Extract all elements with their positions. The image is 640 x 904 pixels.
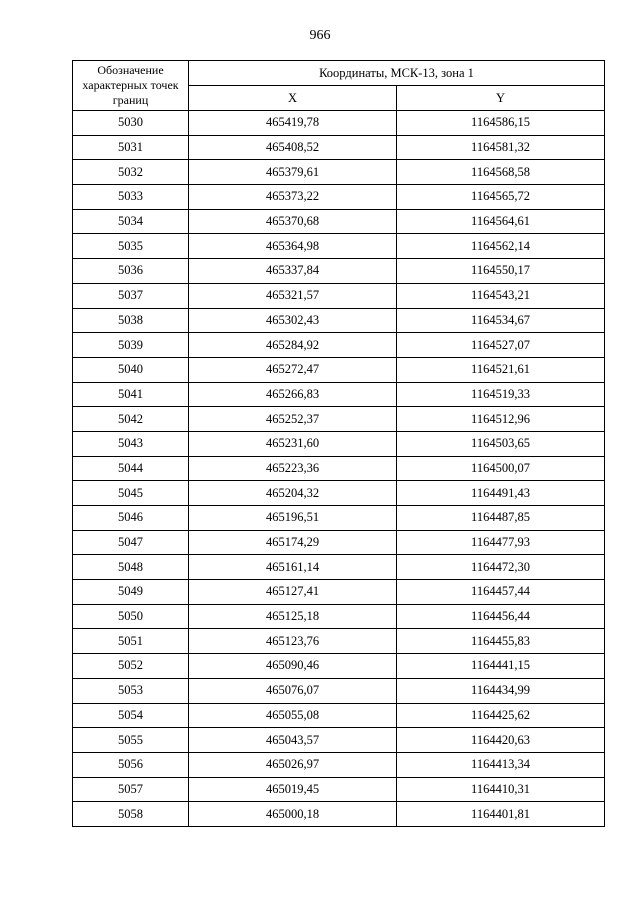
table-row — [73, 555, 605, 580]
table-row — [73, 111, 605, 136]
point-id-cell: 5047 — [73, 530, 189, 555]
y-coordinate-cell: 1164456,44 — [397, 604, 605, 629]
x-coordinate-cell: 465419,78 — [189, 111, 397, 136]
y-coordinate-cell: 1164543,21 — [397, 283, 605, 308]
header-y: Y — [397, 86, 605, 111]
point-id-cell: 5052 — [73, 654, 189, 679]
x-coordinate-cell: 465125,18 — [189, 604, 397, 629]
point-id-cell: 5034 — [73, 209, 189, 234]
point-id-cell: 5042 — [73, 407, 189, 432]
y-coordinate-cell: 1164534,67 — [397, 308, 605, 333]
table-row — [73, 802, 605, 827]
y-coordinate-cell: 1164527,07 — [397, 333, 605, 358]
point-id-cell: 5053 — [73, 678, 189, 703]
point-id-cell: 5050 — [73, 604, 189, 629]
table-row — [73, 333, 605, 358]
point-id-cell: 5032 — [73, 160, 189, 185]
table-row — [73, 160, 605, 185]
y-coordinate-cell: 1164519,33 — [397, 382, 605, 407]
y-coordinate-cell: 1164550,17 — [397, 259, 605, 284]
y-coordinate-cell: 1164491,43 — [397, 481, 605, 506]
point-id-cell: 5039 — [73, 333, 189, 358]
table-row — [73, 777, 605, 802]
table-row — [73, 481, 605, 506]
table-header — [73, 61, 605, 111]
y-coordinate-cell: 1164457,44 — [397, 580, 605, 605]
point-id-cell: 5057 — [73, 777, 189, 802]
x-coordinate-cell: 465000,18 — [189, 802, 397, 827]
x-coordinate-cell: 465204,32 — [189, 481, 397, 506]
y-coordinate-cell: 1164565,72 — [397, 185, 605, 210]
table-row — [73, 283, 605, 308]
point-id-cell: 5043 — [73, 431, 189, 456]
point-id-cell: 5046 — [73, 506, 189, 531]
point-id-cell: 5045 — [73, 481, 189, 506]
point-id-cell: 5056 — [73, 752, 189, 777]
x-coordinate-cell: 465370,68 — [189, 209, 397, 234]
point-id-cell: 5049 — [73, 580, 189, 605]
y-coordinate-cell: 1164420,63 — [397, 728, 605, 753]
point-id-cell: 5031 — [73, 135, 189, 160]
x-coordinate-cell: 465373,22 — [189, 185, 397, 210]
header-coordinates: Координаты, МСК-13, зона 1 — [189, 61, 605, 86]
x-coordinate-cell: 465090,46 — [189, 654, 397, 679]
y-coordinate-cell: 1164581,32 — [397, 135, 605, 160]
point-id-cell: 5051 — [73, 629, 189, 654]
table-row — [73, 407, 605, 432]
table-row — [73, 654, 605, 679]
y-coordinate-cell: 1164455,83 — [397, 629, 605, 654]
point-id-cell: 5044 — [73, 456, 189, 481]
table-row — [73, 728, 605, 753]
y-coordinate-cell: 1164500,07 — [397, 456, 605, 481]
point-id-cell: 5035 — [73, 234, 189, 259]
x-coordinate-cell: 465321,57 — [189, 283, 397, 308]
y-coordinate-cell: 1164586,15 — [397, 111, 605, 136]
table-row — [73, 530, 605, 555]
table-row — [73, 580, 605, 605]
header-x: X — [189, 86, 397, 111]
y-coordinate-cell: 1164425,62 — [397, 703, 605, 728]
point-id-cell: 5058 — [73, 802, 189, 827]
table-body — [73, 111, 605, 827]
point-id-cell: 5037 — [73, 283, 189, 308]
x-coordinate-cell: 465026,97 — [189, 752, 397, 777]
table-row — [73, 135, 605, 160]
y-coordinate-cell: 1164434,99 — [397, 678, 605, 703]
table-row — [73, 752, 605, 777]
y-coordinate-cell: 1164410,31 — [397, 777, 605, 802]
y-coordinate-cell: 1164401,81 — [397, 802, 605, 827]
y-coordinate-cell: 1164568,58 — [397, 160, 605, 185]
point-id-cell: 5033 — [73, 185, 189, 210]
y-coordinate-cell: 1164503,65 — [397, 431, 605, 456]
x-coordinate-cell: 465252,37 — [189, 407, 397, 432]
x-coordinate-cell: 465272,47 — [189, 357, 397, 382]
point-id-cell: 5030 — [73, 111, 189, 136]
x-coordinate-cell: 465284,92 — [189, 333, 397, 358]
table-row — [73, 259, 605, 284]
x-coordinate-cell: 465174,29 — [189, 530, 397, 555]
table-row — [73, 703, 605, 728]
point-id-cell: 5054 — [73, 703, 189, 728]
table-row — [73, 456, 605, 481]
x-coordinate-cell: 465123,76 — [189, 629, 397, 654]
point-id-cell: 5038 — [73, 308, 189, 333]
table-row — [73, 431, 605, 456]
x-coordinate-cell: 465337,84 — [189, 259, 397, 284]
page-number: 966 — [309, 28, 331, 43]
x-coordinate-cell: 465266,83 — [189, 382, 397, 407]
table-row — [73, 604, 605, 629]
x-coordinate-cell: 465019,45 — [189, 777, 397, 802]
table-row — [73, 678, 605, 703]
header-point-designation: Обозначение характерных точек границ — [73, 61, 189, 111]
x-coordinate-cell: 465161,14 — [189, 555, 397, 580]
y-coordinate-cell: 1164472,30 — [397, 555, 605, 580]
table-row — [73, 382, 605, 407]
table-row — [73, 506, 605, 531]
point-id-cell: 5055 — [73, 728, 189, 753]
x-coordinate-cell: 465231,60 — [189, 431, 397, 456]
y-coordinate-cell: 1164487,85 — [397, 506, 605, 531]
y-coordinate-cell: 1164413,34 — [397, 752, 605, 777]
coordinates-table — [72, 60, 605, 827]
table-row — [73, 357, 605, 382]
table-row — [73, 234, 605, 259]
y-coordinate-cell: 1164564,61 — [397, 209, 605, 234]
x-coordinate-cell: 465127,41 — [189, 580, 397, 605]
y-coordinate-cell: 1164477,93 — [397, 530, 605, 555]
point-id-cell: 5036 — [73, 259, 189, 284]
x-coordinate-cell: 465364,98 — [189, 234, 397, 259]
x-coordinate-cell: 465196,51 — [189, 506, 397, 531]
table-row — [73, 209, 605, 234]
x-coordinate-cell: 465408,52 — [189, 135, 397, 160]
table-row — [73, 629, 605, 654]
y-coordinate-cell: 1164441,15 — [397, 654, 605, 679]
y-coordinate-cell: 1164562,14 — [397, 234, 605, 259]
x-coordinate-cell: 465055,08 — [189, 703, 397, 728]
x-coordinate-cell: 465302,43 — [189, 308, 397, 333]
point-id-cell: 5048 — [73, 555, 189, 580]
table-row — [73, 185, 605, 210]
x-coordinate-cell: 465043,57 — [189, 728, 397, 753]
x-coordinate-cell: 465379,61 — [189, 160, 397, 185]
x-coordinate-cell: 465223,36 — [189, 456, 397, 481]
y-coordinate-cell: 1164521,61 — [397, 357, 605, 382]
y-coordinate-cell: 1164512,96 — [397, 407, 605, 432]
point-id-cell: 5040 — [73, 357, 189, 382]
point-id-cell: 5041 — [73, 382, 189, 407]
table-row — [73, 308, 605, 333]
x-coordinate-cell: 465076,07 — [189, 678, 397, 703]
